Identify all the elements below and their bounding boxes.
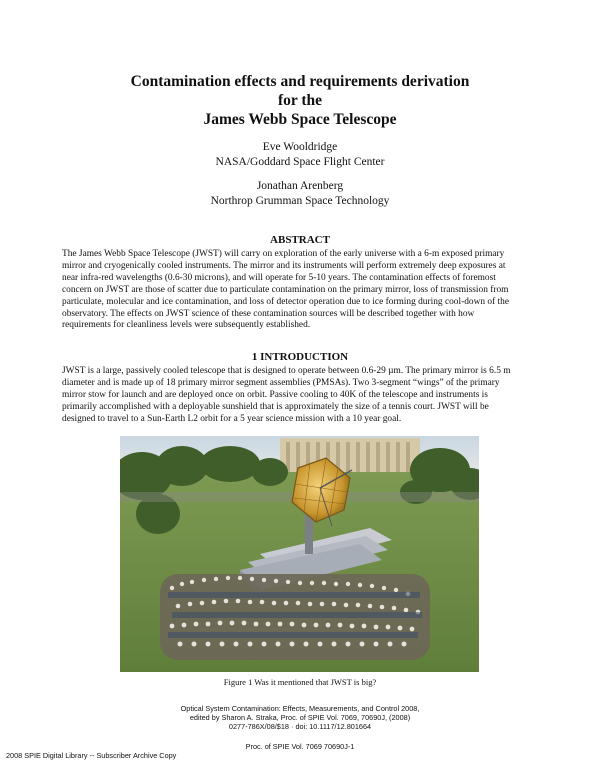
abstract-line: particulate, molecular and ice contamination, and loss of detector operation due to ice forming during cool-down of the <box>62 296 509 307</box>
jwst-model-crowd-photo <box>120 436 479 672</box>
abstract-line: near infra-red wavelengths (0.6-30 microns), and will operate for 5-10 years. The contamination effects of foremost <box>62 272 496 283</box>
author-affiliation: Northrop Grumman Space Technology <box>210 194 390 207</box>
title-line-1: Contamination effects and requirements derivation <box>130 73 470 90</box>
figure-1-photo <box>120 436 479 672</box>
author-affiliation: NASA/Goddard Space Flight Center <box>215 155 385 168</box>
abstract-line: mirror and cryogenically cooled instruments. The mirror and its instruments will perform extremely deep exposures at <box>62 260 506 271</box>
author-block-1 <box>100 140 500 169</box>
introduction-line: primarily accomplished with a deployable sunshield that is approximately the size of a tennis court. JWST will be <box>62 401 489 412</box>
introduction-body <box>62 366 540 426</box>
author-block-2 <box>100 179 500 208</box>
introduction-line: mirror stow for launch and are deployed once on orbit. Passive cooling to 40K of the telescope and instruments is <box>62 389 488 400</box>
publication-info-line: Optical System Contamination: Effects, Measurements, and Control 2008, <box>180 704 420 713</box>
abstract-line: The James Webb Space Telescope (JWST) will carry on exploration of the early universe with a 6-m exposed primary <box>62 249 505 259</box>
abstract-line: requirements for cleanliness levels were subsequently established. <box>62 320 311 331</box>
copyright-footer: 2008 SPIE Digital Library -- Subscriber Archive Copy <box>6 751 177 760</box>
publication-info <box>100 704 500 732</box>
introduction-heading: 1 INTRODUCTION <box>251 351 349 363</box>
abstract-line: concern on JWST are those of scatter due to particulate contamination on the primary mirror, loss of transmission from <box>62 284 509 295</box>
publication-info-line: edited by Sharon A. Straka, Proc. of SPIE Vol. 7069, 70690J, (2008) <box>189 713 411 723</box>
page-footer: Proc. of SPIE Vol. 7069 70690J-1 <box>245 742 355 751</box>
title-line-3: James Webb Space Telescope <box>203 111 397 128</box>
introduction-line: designed to travel to a Sun-Earth L2 orbit for a 5 year science mission with a 10 year goal. <box>62 413 402 424</box>
title-line-2: for the <box>277 92 323 109</box>
author-name: Jonathan Arenberg <box>256 180 344 192</box>
publication-info-line: 0277-786X/08/$18 · doi: 10.1117/12.801664 <box>228 722 372 732</box>
introduction-line: JWST is a large, passively cooled telescope that is designed to operate between 0.6-29 µm. The primary mirror is 6.5 m <box>62 366 511 376</box>
abstract-heading: ABSTRACT <box>270 234 330 246</box>
introduction-line: diameter and is made up of 18 primary mirror segment assemblies (PMSAs). Two 3-segment “wings” of the primary <box>62 377 500 388</box>
abstract-body <box>62 249 540 332</box>
paper-title <box>60 72 540 129</box>
abstract-line: observatory. The effects on JWST science of these contamination sources will be described together with how <box>62 308 475 319</box>
author-name: Eve Wooldridge <box>262 141 338 153</box>
figure-caption: Figure 1 Was it mentioned that JWST is big? <box>223 677 377 687</box>
